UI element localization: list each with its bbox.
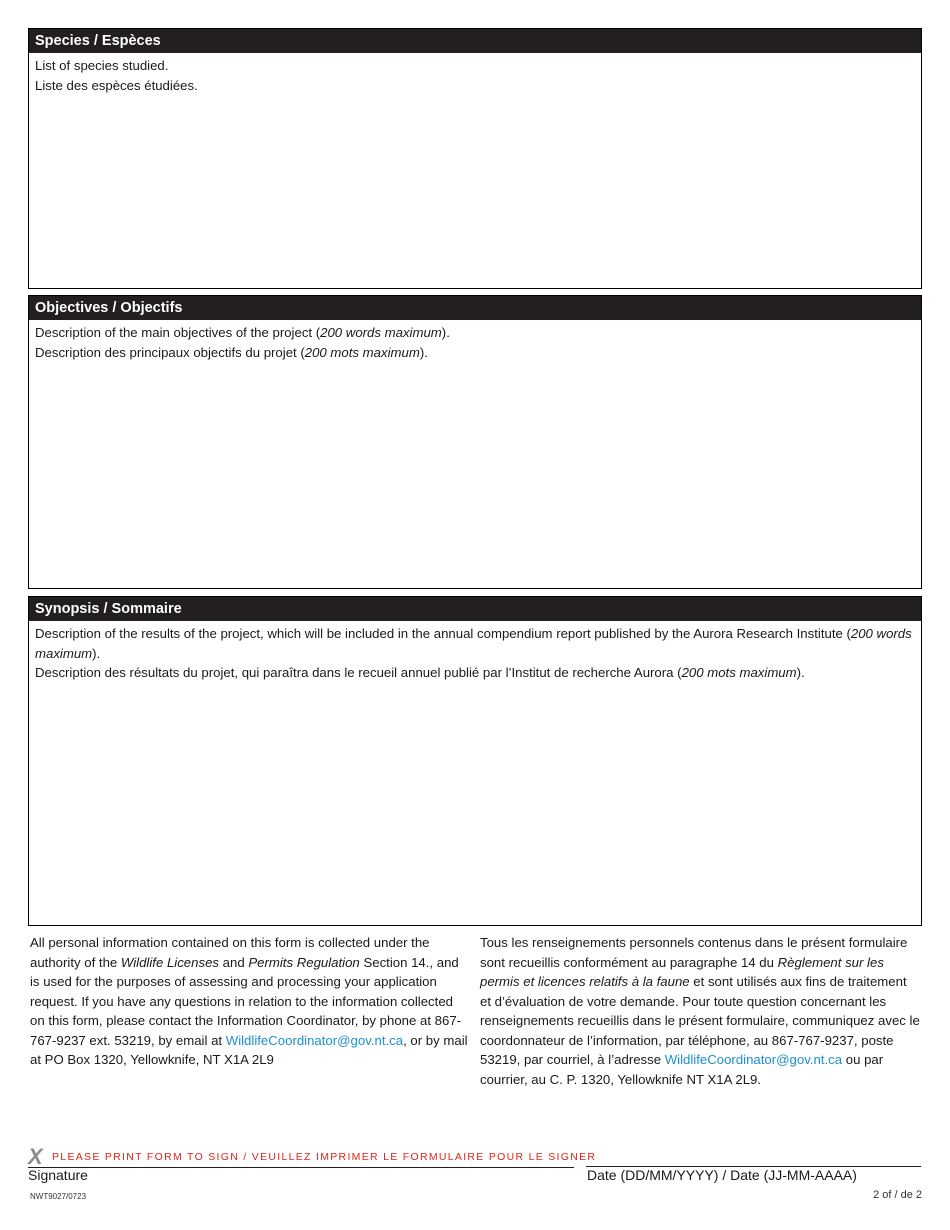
synopsis-instruction-fr: Description des résultats du projet, qui paraîtra dans le recueil annuel publié par l’Institut de recherche Aurora (200 mots maximum). <box>35 665 805 680</box>
species-field[interactable] <box>29 53 921 95</box>
synopsis-section <box>28 596 922 926</box>
privacy-notice-en: All personal information contained on this form is collected under the authority of the Wildlife Licenses and Permits Regulation Section 14., and is used for the purposes of assessing and processing your application request. If you have any questions in relation to the information collected on this form, please contact the Information Coordinator, by phone at 867-767-9237 ext. 53219, by email at WildlifeCoordinator@gov.nt.ca, or by mail at PO Box 1320, Yellowknife, NT X1A 2L9 <box>30 935 468 1067</box>
objectives-instruction-fr: Description des principaux objectifs du projet (200 mots maximum). <box>35 344 428 360</box>
email-link-fr[interactable]: WildlifeCoordinator@gov.nt.ca <box>664 1052 843 1067</box>
species-section <box>28 28 922 289</box>
signature-x-icon: X <box>28 1144 43 1169</box>
objectives-instruction-en: Description of the main objectives of the project (200 words maximum). <box>35 325 450 340</box>
objectives-section <box>28 295 922 589</box>
page-number: 2 of / de 2 <box>873 1189 922 1201</box>
email-link-en[interactable]: WildlifeCoordinator@gov.nt.ca <box>225 1032 404 1048</box>
objectives-field[interactable] <box>29 320 921 362</box>
species-header: Species / Espèces <box>29 29 921 53</box>
privacy-notice-fr: Tous les renseignements personnels contenus dans le présent formulaire sont recueillis conformément au paragraphe 14 du Règlement sur les permis et licences relatifs à la faune et sont utilisés aux fins de traitement et d’évaluation de votre demande. Pour toute question concernant les renseignements recueillis dans le présent formulaire, communiquez avec le coordonnateur de l’information, par téléphone, au 867-767-9237, poste 53219, par courriel, à l’adresse WildlifeCoordinator@gov.nt.ca ou par courrier, au C. P. 1320, Yellowknife NT X1A 2L9. <box>480 935 920 1087</box>
synopsis-instruction-en: Description of the results of the project, which will be included in the annual compendium report published by the Aurora Research Institute (200 words maximum). <box>35 626 912 661</box>
synopsis-field[interactable] <box>29 621 921 683</box>
date-label: Date (DD/MM/YYYY) / Date (JJ-MM-AAAA) <box>587 1167 857 1183</box>
print-to-sign-note: PLEASE PRINT FORM TO SIGN / VEUILLEZ IMPRIMER LE FORMULAIRE POUR LE SIGNER <box>52 1151 597 1163</box>
signature-field[interactable] <box>28 1144 597 1169</box>
objectives-header: Objectives / Objectifs <box>29 296 921 320</box>
signature-label: Signature <box>28 1167 88 1183</box>
form-code: NWT9027/0723 <box>30 1192 87 1201</box>
synopsis-header: Synopsis / Sommaire <box>29 597 921 621</box>
species-instruction-fr: Liste des espèces étudiées. <box>35 77 198 93</box>
species-instruction-en: List of species studied. <box>35 58 169 73</box>
